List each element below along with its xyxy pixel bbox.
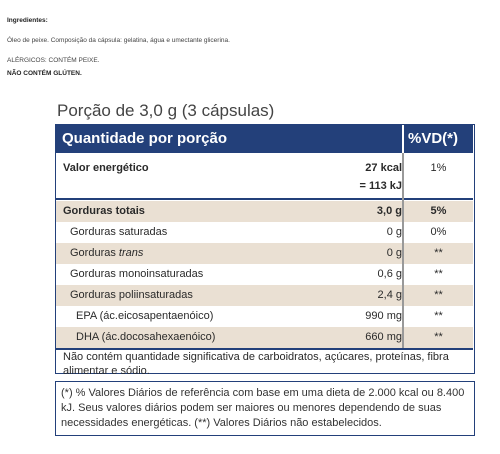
table-note: Não contém quantidade significativa de carboidratos, açúcares, proteínas, fibra alimentar e sódio. [63, 351, 449, 377]
header-separator [402, 125, 404, 153]
energy-row [56, 154, 473, 196]
header-vd-label: %VD(*) [408, 130, 459, 147]
energy-kcal: 27 kcal [365, 162, 402, 174]
allergy-warning: ALÉRGICOS: CONTÉM PEIXE. [7, 57, 100, 64]
nutrition-table [55, 124, 475, 377]
ingredients-text: Óleo de peixe. Composição da cápsula: gelatina, água e umectante glicerina. [7, 37, 230, 44]
row-value: 0 g [386, 247, 402, 259]
table-row [56, 264, 473, 285]
footnote-box [55, 381, 475, 436]
row-vd: ** [434, 247, 443, 259]
ingredients-title: Ingredientes: [7, 17, 48, 24]
row-value: 2,4 g [377, 289, 402, 301]
row-vd: ** [434, 310, 443, 322]
row-value: 0 g [386, 226, 402, 238]
energy-kj: = 113 kJ [359, 180, 402, 192]
energy-name: Valor energético [63, 162, 149, 174]
vd-column-separator [402, 153, 404, 349]
table-row [56, 222, 473, 243]
row-value: 990 mg [365, 310, 402, 322]
row-value: 0,6 g [377, 268, 402, 280]
gluten-warning: NÃO CONTÉM GLÚTEN. [7, 70, 82, 77]
row-value: 660 mg [365, 331, 402, 343]
table-row [56, 285, 473, 306]
row-vd: ** [434, 289, 443, 301]
portion-size: Porção de 3,0 g (3 cápsulas) [57, 101, 275, 120]
table-row [56, 306, 473, 327]
table-row [56, 327, 473, 348]
row-name: Gorduras monoinsaturadas [70, 268, 204, 280]
divider-line [56, 198, 473, 200]
row-name: Gorduras totais [63, 205, 145, 217]
row-name: Gorduras poliinsaturadas [70, 289, 193, 301]
table-row [56, 201, 473, 222]
row-vd: ** [434, 268, 443, 280]
row-name: Gorduras trans [70, 247, 144, 259]
row-vd: ** [434, 331, 443, 343]
row-name: Gorduras saturadas [70, 226, 168, 238]
table-header [56, 125, 473, 153]
footnote-text: (*) % Valores Diários de referência com base em uma dieta de 2.000 kcal ou 8.400 kJ. Seus valores diários podem ser maiores ou menores dependendo de suas necessidades energéticas. (**) Valores Diários não estabelecidos. [61, 387, 465, 429]
table-row [56, 243, 473, 264]
energy-vd: 1% [430, 162, 447, 174]
row-value: 3,0 g [376, 205, 402, 217]
header-quantity-label: Quantidade por porção [62, 130, 228, 147]
row-name: EPA (ác.eicosapentaenóico) [76, 310, 214, 322]
row-vd: 0% [430, 226, 447, 238]
row-name: DHA (ác.docosahexaenóico) [76, 331, 216, 343]
row-vd: 5% [430, 205, 447, 217]
trans-italic: trans [118, 247, 144, 259]
